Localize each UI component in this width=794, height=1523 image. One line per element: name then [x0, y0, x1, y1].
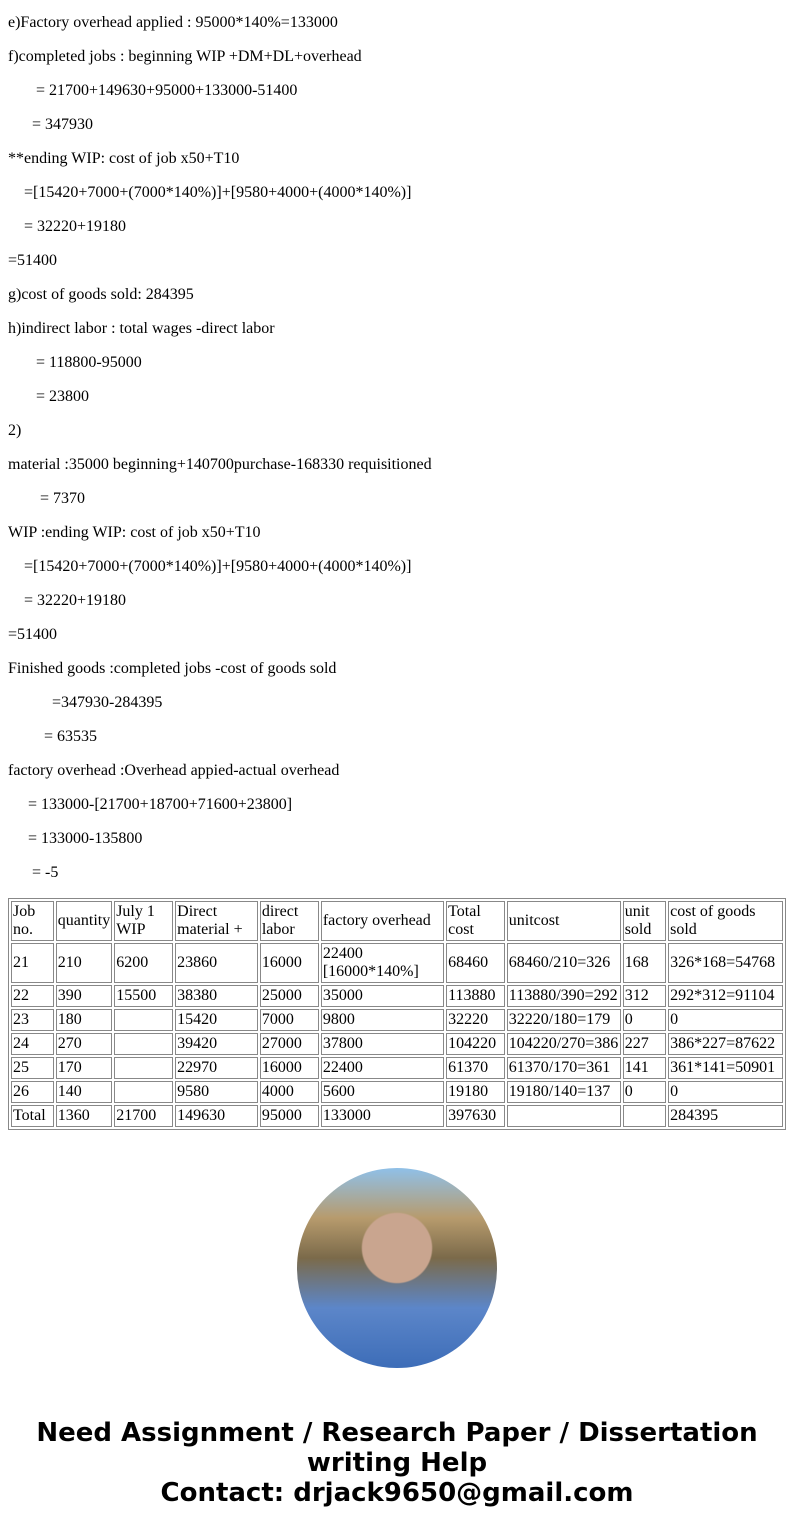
text-line: g)cost of goods sold: 284395 [8, 286, 194, 303]
column-header: Job no. [11, 901, 54, 941]
table-cell: 1360 [56, 1105, 112, 1127]
table-cell: 19180/140=137 [507, 1081, 621, 1103]
job-cost-table [8, 898, 786, 1130]
text-line: =[15420+7000+(7000*140%)]+[9580+4000+(4000*140%)] [24, 558, 412, 575]
text-line: Finished goods :completed jobs -cost of goods sold [8, 660, 337, 677]
table-cell: 292*312=91104 [668, 985, 783, 1007]
table-cell: 0 [623, 1081, 666, 1103]
text-line: = 32220+19180 [24, 592, 127, 609]
table-row [11, 1009, 783, 1031]
table-header-row [11, 901, 783, 941]
table-cell: 180 [56, 1009, 112, 1031]
text-line: = 32220+19180 [24, 218, 127, 235]
table-cell: 32220/180=179 [507, 1009, 621, 1031]
table-cell [114, 1081, 173, 1103]
table-cell: 16000 [260, 943, 319, 983]
table-cell: 61370 [446, 1057, 505, 1079]
table-cell: 270 [56, 1033, 112, 1055]
contact-line: Contact: drjack9650@gmail.com [160, 1478, 634, 1508]
text-line: =347930-284395 [52, 694, 163, 711]
table-row [11, 1057, 783, 1079]
table-cell: Total [11, 1105, 54, 1127]
table-cell: 38380 [175, 985, 258, 1007]
table-cell [623, 1105, 666, 1127]
table-row [11, 1105, 783, 1127]
table-cell: 22970 [175, 1057, 258, 1079]
text-line: 2) [8, 422, 22, 439]
table-cell: 61370/170=361 [507, 1057, 621, 1079]
table-cell: 227 [623, 1033, 666, 1055]
table-cell: 7000 [260, 1009, 319, 1031]
text-line: h)indirect labor : total wages -direct labor [8, 320, 275, 337]
table-cell: 149630 [175, 1105, 258, 1127]
column-header: cost of goods sold [668, 901, 783, 941]
table-cell: 140 [56, 1081, 112, 1103]
table-cell: 210 [56, 943, 112, 983]
table-cell: 21700 [114, 1105, 173, 1127]
table-cell: 21 [11, 943, 54, 983]
table-cell: 361*141=50901 [668, 1057, 783, 1079]
table-cell [114, 1033, 173, 1055]
column-header: unit sold [623, 901, 666, 941]
promo-line: Need Assignment / Research Paper / Dissertation writing Help [36, 1418, 758, 1478]
table-cell: 9580 [175, 1081, 258, 1103]
table-cell: 5600 [321, 1081, 444, 1103]
table-cell: 0 [623, 1009, 666, 1031]
text-line: = 21700+149630+95000+133000-51400 [36, 82, 298, 99]
table-cell: 6200 [114, 943, 173, 983]
table-cell: 170 [56, 1057, 112, 1079]
table-cell: 25000 [260, 985, 319, 1007]
text-line: **ending WIP: cost of job x50+T10 [8, 150, 240, 167]
table-row [11, 943, 783, 983]
table-cell: 386*227=87622 [668, 1033, 783, 1055]
answer-text [8, 14, 786, 882]
text-line: = 133000-135800 [28, 830, 143, 847]
text-line: WIP :ending WIP: cost of job x50+T10 [8, 524, 261, 541]
text-line: = 7370 [40, 490, 86, 507]
table-cell: 104220 [446, 1033, 505, 1055]
text-line: = 133000-[21700+18700+71600+23800] [28, 796, 293, 813]
table-cell: 22400 [321, 1057, 444, 1079]
table-cell: 23 [11, 1009, 54, 1031]
column-header: quantity [56, 901, 112, 941]
text-line: = 347930 [32, 116, 94, 133]
table-cell: 15500 [114, 985, 173, 1007]
text-line: factory overhead :Overhead appied-actual overhead [8, 762, 340, 779]
text-line: = 63535 [44, 728, 98, 745]
table-cell: 37800 [321, 1033, 444, 1055]
text-line: f)completed jobs : beginning WIP +DM+DL+overhead [8, 48, 362, 65]
promo-footer [8, 1418, 786, 1508]
text-line: = 23800 [36, 388, 90, 405]
text-line: =[15420+7000+(7000*140%)]+[9580+4000+(4000*140%)] [24, 184, 412, 201]
table-cell: 25 [11, 1057, 54, 1079]
table-cell: 95000 [260, 1105, 319, 1127]
column-header: direct labor [260, 901, 319, 941]
table-cell: 104220/270=386 [507, 1033, 621, 1055]
table-row [11, 985, 783, 1007]
table-cell: 284395 [668, 1105, 783, 1127]
table-cell: 23860 [175, 943, 258, 983]
table-cell: 68460/210=326 [507, 943, 621, 983]
table-cell: 0 [668, 1009, 783, 1031]
table-cell: 19180 [446, 1081, 505, 1103]
text-line: material :35000 beginning+140700purchase-168330 requisitioned [8, 456, 432, 473]
text-line: =51400 [8, 626, 58, 643]
table-cell [114, 1009, 173, 1031]
table-cell: 113880 [446, 985, 505, 1007]
column-header: factory overhead [321, 901, 444, 941]
author-photo [297, 1168, 497, 1368]
table-row [11, 1081, 783, 1103]
table-cell: 26 [11, 1081, 54, 1103]
table-row [11, 1033, 783, 1055]
table-cell [507, 1105, 621, 1127]
table-cell: 9800 [321, 1009, 444, 1031]
table-cell: 0 [668, 1081, 783, 1103]
table-cell: 4000 [260, 1081, 319, 1103]
table-cell: 35000 [321, 985, 444, 1007]
column-header: Total cost [446, 901, 505, 941]
text-line: = 118800-95000 [36, 354, 142, 371]
table-cell: 113880/390=292 [507, 985, 621, 1007]
table-cell: 16000 [260, 1057, 319, 1079]
table-cell: 312 [623, 985, 666, 1007]
table-cell: 390 [56, 985, 112, 1007]
text-line: =51400 [8, 252, 58, 269]
table-cell: 32220 [446, 1009, 505, 1031]
table-cell: 22 [11, 985, 54, 1007]
table-cell: 22400 [16000*140%] [321, 943, 444, 983]
table-cell: 397630 [446, 1105, 505, 1127]
table-cell: 24 [11, 1033, 54, 1055]
column-header: Direct material + [175, 901, 258, 941]
table-cell: 133000 [321, 1105, 444, 1127]
table-cell: 15420 [175, 1009, 258, 1031]
text-line: e)Factory overhead applied : 95000*140%=133000 [8, 14, 338, 31]
table-cell: 68460 [446, 943, 505, 983]
text-line: = -5 [32, 864, 59, 881]
column-header: unitcost [507, 901, 621, 941]
table-cell: 39420 [175, 1033, 258, 1055]
table-cell: 168 [623, 943, 666, 983]
table-cell: 141 [623, 1057, 666, 1079]
column-header: July 1 WIP [114, 901, 173, 941]
table-cell: 326*168=54768 [668, 943, 783, 983]
table-cell: 27000 [260, 1033, 319, 1055]
table-cell [114, 1057, 173, 1079]
